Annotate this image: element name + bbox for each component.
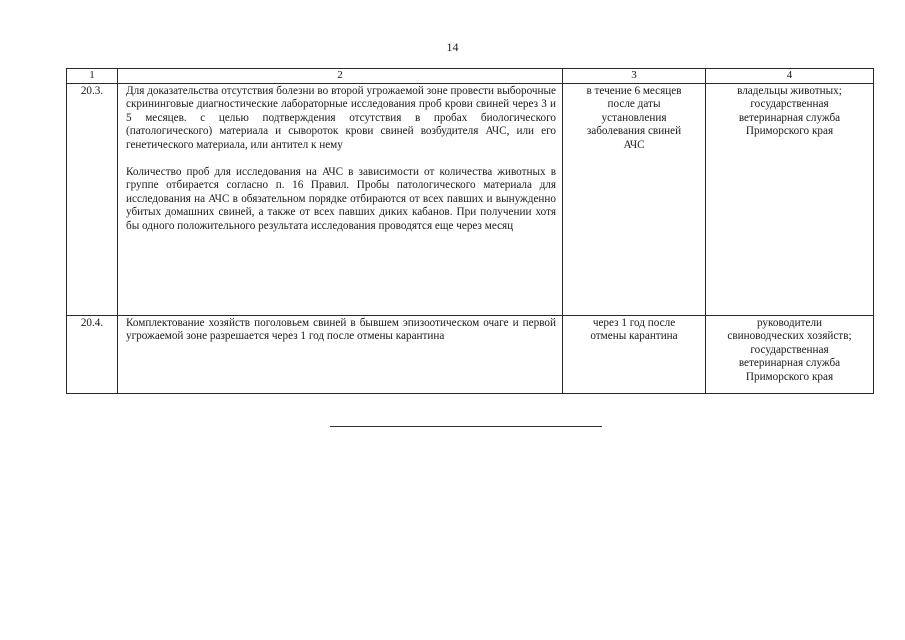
responsible-line: ветеринарная служба	[738, 111, 841, 124]
measure-description	[118, 316, 563, 394]
responsible-line: свиноводческих хозяйств;	[727, 330, 852, 343]
measure-paragraph: Комплектование хозяйств поголовьем свиней в бывшем эпизоотическом очаге и первой угрожаемой зоне разрешается через 1 год после отмены карантина	[126, 317, 556, 343]
responsible-line: ветеринарная служба	[738, 357, 841, 370]
responsible-line: государственная	[750, 343, 829, 356]
row-number: 20.4.	[67, 316, 118, 394]
responsible-line: владельцы животных;	[737, 85, 842, 97]
table-row	[67, 316, 874, 394]
term-line: установления	[601, 111, 667, 124]
term-cell	[563, 84, 706, 316]
table-header-row	[67, 69, 874, 84]
row-number: 20.3.	[67, 84, 118, 316]
measures-table	[66, 68, 874, 394]
responsible-line: руководители	[756, 317, 823, 329]
measure-paragraph: Количество проб для исследования на АЧС в зависимости от количества животных в группе отбирается согласно п. 16 Правил. Пробы патологического материала для исследования на АЧС в обязательном порядке отбираются от всех павших и вынужденно убитых домашних свиней, а также от всех павших диких кабанов. При получении хотя бы одного положительного результата исследования проводятся еще через месяц	[126, 166, 556, 232]
term-line: АЧС	[623, 138, 645, 151]
header-cell-2: 2	[118, 69, 563, 84]
page-number: 14	[446, 40, 459, 54]
responsible-line: Приморского края	[745, 370, 834, 383]
header-cell-1: 1	[67, 69, 118, 84]
responsible-line: Приморского края	[745, 125, 834, 138]
term-line: заболевания свиней	[586, 125, 682, 138]
term-line: отмены карантина	[590, 330, 678, 343]
header-cell-3: 3	[563, 69, 706, 84]
end-divider	[330, 426, 602, 427]
term-line: в течение 6 месяцев	[586, 85, 682, 97]
responsible-line: государственная	[750, 98, 829, 111]
header-cell-4: 4	[706, 69, 874, 84]
responsible-cell	[706, 84, 874, 316]
measure-description	[118, 84, 563, 316]
term-line: после даты	[607, 98, 661, 111]
table-row	[67, 84, 874, 316]
responsible-cell	[706, 316, 874, 394]
measure-paragraph: Для доказательства отсутствия болезни во второй угрожаемой зоне провести выборочные скрининговые диагностические лабораторные исследования проб крови свиней через 3 и 5 месяцев. с целью подтверждения отсутствия в пробах биологического (патологического) материала и сывороток крови свиней возбудителя АЧС, или его генетического материала, или антител к нему	[126, 85, 556, 151]
term-cell	[563, 316, 706, 394]
term-line: через 1 год после	[592, 317, 676, 329]
